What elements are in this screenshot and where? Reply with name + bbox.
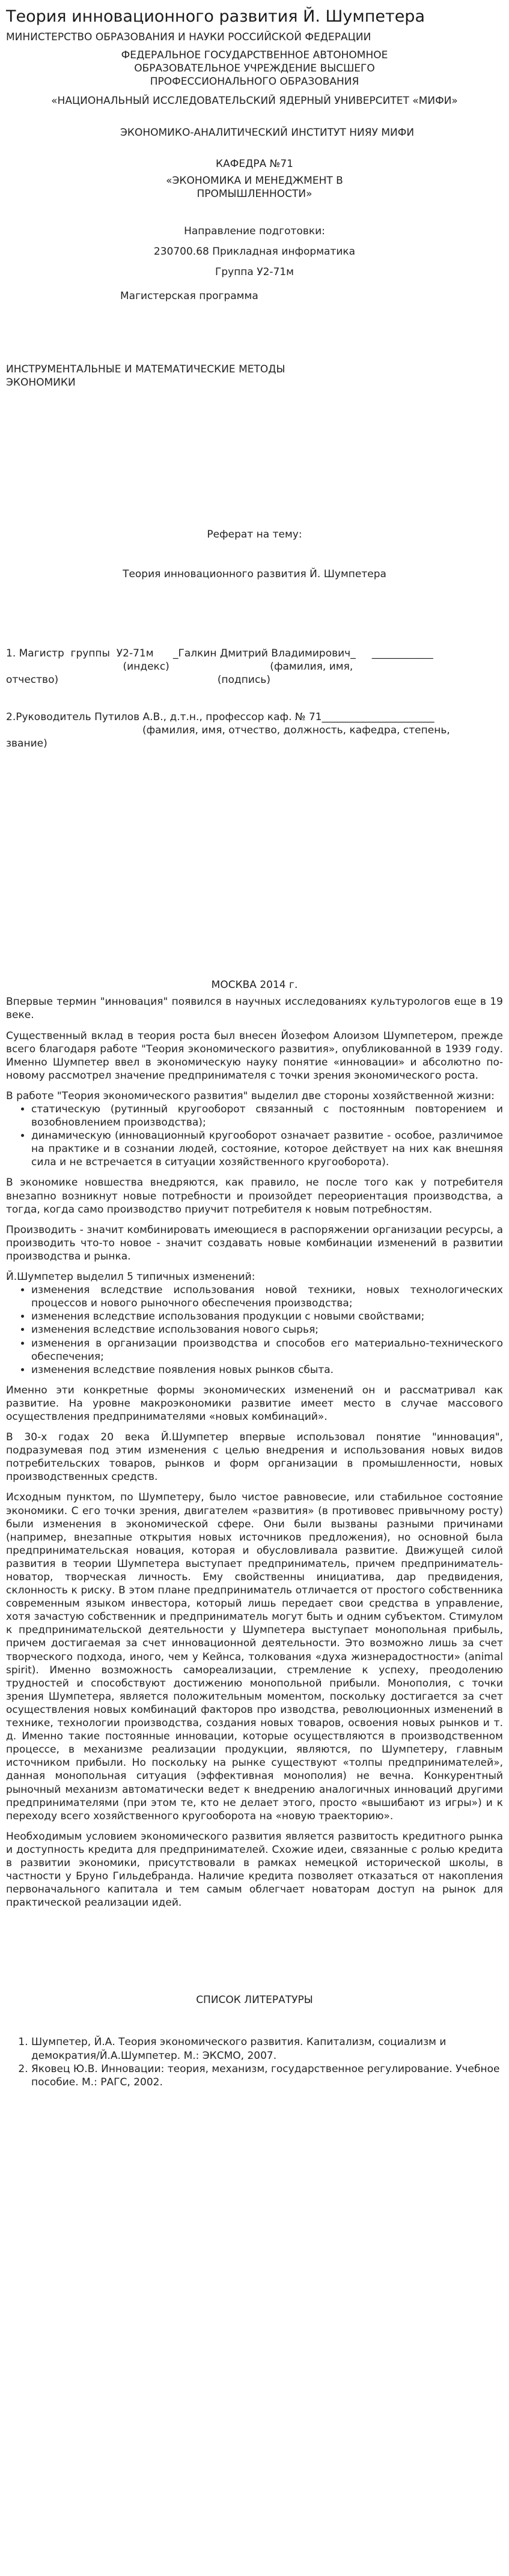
list-item: • динамическую (инновационный кругооборот означает развитие - особое, различимое на практике и в сознании людей, состояние, которое действует на них как внешняя сила и не встречается в ситуации хозяйственного кругооборота). xyxy=(31,1129,503,1169)
signature-hint: отчество) (подпись) xyxy=(6,673,270,686)
section-name: ИНСТРУМЕНТАЛЬНЫЕ И МАТЕМАТИЧЕСКИЕ МЕТОДЫ ЭКОНОМИКИ xyxy=(6,363,285,389)
university-type: ФЕДЕРАЛЬНОЕ ГОСУДАРСТВЕННОЕ АВТОНОМНОЕ ОБРАЗОВАТЕЛЬНОЕ УЧРЕЖДЕНИЕ ВЫСШЕГО ПРОФЕССИОНАЛЬНОГО ОБРАЗОВАНИЯ xyxy=(121,49,388,88)
signature-student xyxy=(6,647,503,686)
paragraph: В экономике новшества внедряются, как правило, не после того как у потребителя внезапно возникнут новые потребности и произойдет переориентация производства, а тогда, когда само производство приучит потребителя к новым потребностям. xyxy=(6,1177,503,1216)
document-title: Теория инновационного развития Й. Шумпетера xyxy=(6,7,425,26)
paragraph: Существенный вклад в теория роста был внесен Йозефом Алоизом Шумпетером, прежде всего благодаря работе "Теория экономического развития», опубликованной в 1939 году. Именно Шумпетер ввел в экономическую науку понятие «инновации» и абсолютно по-новому рассмотрел значение предпринимателя с точки зрения экономического роста. xyxy=(6,1029,503,1082)
department-name: «ЭКОНОМИКА И МЕНЕДЖМЕНТ В ПРОМЫШЛЕННОСТИ» xyxy=(166,174,343,200)
paragraph: Впервые термин "инновация" появился в научных исследованиях культурологов еще в 19 веке. xyxy=(6,996,503,1022)
university-name: «НАЦИОНАЛЬНЫЙ ИССЛЕДОВАТЕЛЬСКИЙ ЯДЕРНЫЙ УНИВЕРСИТЕТ «МИФИ» xyxy=(51,95,458,108)
list-item: • статическую (рутинный кругооборот связанный с постоянным повторением и возобновлением производства); xyxy=(31,1103,503,1129)
paragraph: Исходным пунктом, по Шумпетеру, было чистое равновесие, или стабильное состояние экономики. С его точки зрения, двигателем «развития» (в противовес привычному росту) были изменения в экономической сфере. Они были вызваны разными причинами (например, внезапные открытия новых источников предложения), но основной была предпринимательская новация, которая и обусловливала развитие. Движущей силой развития в теории Шумпетера выступает предприниматель, причем предприниматель-новатор, творческая личность. Ему свойственны инициатива, дар предвидения, склонность к риску. В этом плане предприниматель отличается от простого собственника современным языком инвестора, который лишь передает свои средства в управление, хотя зачастую собственник и предприниматель могут быть и одним субъектом. Стимулом к предпринимательской деятельности у Шумпетера выступает монопольная прибыль, причем достигаемая за счет инновационной деятельности. Это возможно лишь за счет творческого подхода, иного, чем у Кейнса, толкования «духа жизнерадостности» (animal spirit). Именно возможность самореализации, стремление к успеху, преодолению трудностей и способствуют достижению монопольной прибыли. Монополия, с точки зрения Шумпетера, является положительным моментом, поскольку достигается за счет осуществления новых комбинаций факторов про изводства, революционных изменений в технике, технологии производства, создания новых товаров, освоения новых рынков и т. д. Именно такие постоянные инновации, которые осуществляются в производственном процессе, в механизме реализации продукции, являются, по Шумпетеру, главным источником прибыли. Но поскольку на рынке существуют «толпы предпринимателей», данная монопольная ситуация (эффективная монополия) не вечна. Конкурентный рыночный механизм автоматически ведет к внедрению аналогичных инноваций другими предпринимателями (при этом те, кто не делает этого, просто «вышибают из игры») и к переходу всего хозяйственного кругооборота на «новую траекторию». xyxy=(6,1491,503,1822)
list-item: • изменения в организации производства и способов его материально-технического обеспечения; xyxy=(31,1337,503,1363)
paragraph: Производить - значит комбинировать имеющиеся в распоряжении организации ресурсы, а производить что-то новое - значит создавать новые комбинации изменений в развитии производства и рынка. xyxy=(6,1223,503,1262)
list-item: • изменения вследствие появления новых рынков сбыта. xyxy=(31,1363,503,1377)
program: Магистерская программа xyxy=(120,290,258,303)
direction-label: Направление подготовки: xyxy=(184,225,325,237)
signature-hint: (фамилия, имя, отчество, должность, кафедра, степень, xyxy=(6,724,450,737)
signature-line: 2.Руководитель Путилов А.В., д.т.н., профессор каф. № 71______________________ xyxy=(6,711,434,723)
group: Группа У2-71м xyxy=(215,266,294,279)
paragraph: Й.Шумпетер выделил 5 типичных изменений: xyxy=(6,1271,255,1283)
bullet-list xyxy=(6,1283,503,1377)
signature-hint: звание) xyxy=(6,738,47,750)
signature-supervisor xyxy=(6,711,503,750)
ministry: МИНИСТЕРСТВО ОБРАЗОВАНИЯ И НАУКИ РОССИЙСКОЙ ФЕДЕРАЦИИ xyxy=(6,31,371,44)
bibliography-item: 1. Шумпетер, Й.А. Теория экономического развития. Капитализм, социализм и демократия/Й.А.Шумпетер. М.: ЭКСМО, 2007. xyxy=(31,2035,503,2062)
direction-value: 230700.68 Прикладная информатика xyxy=(153,246,356,258)
list-item: • изменения вследствие использования продукции с новыми свойствами; xyxy=(31,1310,503,1323)
report-topic: Теория инновационного развития Й. Шумпетера xyxy=(123,568,386,580)
bibliography-title: СПИСОК ЛИТЕРАТУРЫ xyxy=(196,1994,313,2007)
institute: ЭКОНОМИКО-АНАЛИТИЧЕСКИЙ ИНСТИТУТ НИЯУ МИФИ xyxy=(120,126,415,139)
bibliography-list xyxy=(6,2035,503,2088)
signature-line: 1. Магистр группы У2-71м _Галкин Дмитрий Владимирович_ ____________ xyxy=(6,647,433,659)
city-year: МОСКВА 2014 г. xyxy=(211,979,298,992)
body-text xyxy=(6,995,503,1909)
list-item: • изменения вследствие использования новой техники, новых технологических процессов и нового рыночного обеспечения производства; xyxy=(31,1283,503,1310)
signature-hint: (индекс) (фамилия, имя, xyxy=(6,660,353,673)
paragraph: В 30-х годах 20 века Й.Шумпетер впервые использовал понятие "инновация", подразумевая под этим изменения с целью внедрения и использования новых видов потребительских товаров, рынков и форм организации в промышленности, новых производственных средств. xyxy=(6,1431,503,1483)
paragraph: Именно эти конкретные формы экономических изменений он и рассматривал как развитие. На уровне макроэкономики развитие имеет место в случае массового осуществления предпринимателями «новых комбинаций». xyxy=(6,1384,503,1423)
paragraph: В работе "Теория экономического развития" выделил две стороны хозяйственной жизни: xyxy=(6,1089,495,1102)
paragraph: Необходимым условием экономического развития является развитость кредитного рынка и доступность кредита для предпринимателей. Схожие идеи, связанные с ролью кредита в развитии экономики, присутствовали в рамках немецкой исторической школы, в частности у Бруно Гильдебранда. Наличие кредита позволяет отказаться от накопления первоначального капитала и тем самым облегчает новаторам доступ на рынок для практической реализации идей. xyxy=(6,1830,503,1909)
list-item: • изменения вследствие использования нового сырья; xyxy=(31,1323,503,1336)
report-on: Реферат на тему: xyxy=(207,528,302,541)
bibliography-item: 2. Яковец Ю.В. Инновации: теория, механизм, государственное регулирование. Учебное пособие. М.: РАГС, 2002. xyxy=(31,2062,503,2089)
department: КАФЕДРА №71 xyxy=(216,157,293,170)
bullet-list xyxy=(6,1103,503,1169)
